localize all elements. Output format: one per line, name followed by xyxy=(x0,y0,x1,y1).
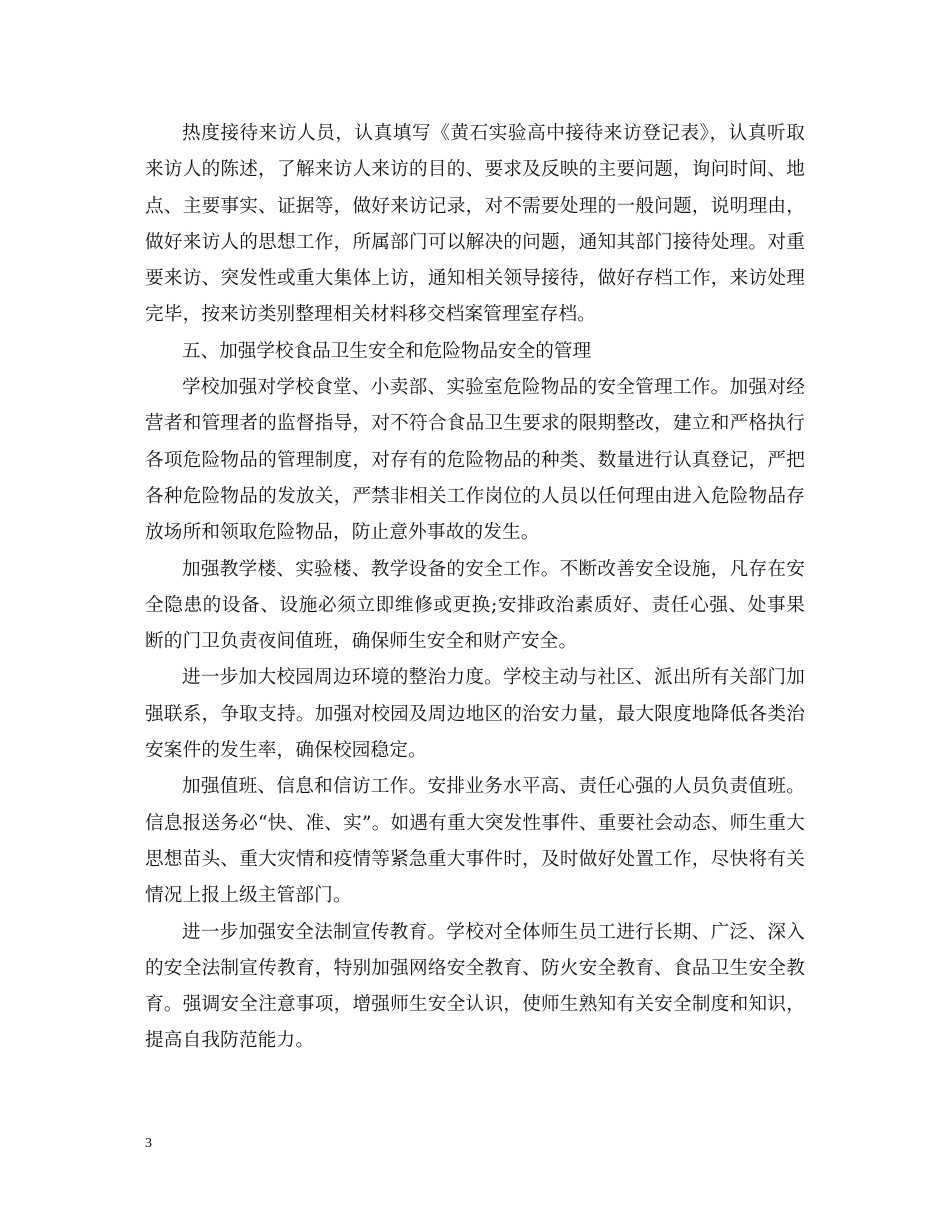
page-number: 3 xyxy=(145,1136,152,1151)
section-heading-food-safety: 五、加强学校食品卫生安全和危险物品安全的管理 xyxy=(182,340,592,362)
paragraph-safety-education: 进一步加强安全法制宣传教育。学校对全体师生员工进行长期、广泛、深入的安全法制宣传教育，特别加强网络安全教育、防火安全教育、食品卫生安全教育。强调安全注意事项，增强师生安全认识，使师生熟知有关安全制度和知识，提高自我防范能力。 xyxy=(145,921,805,1052)
document-body xyxy=(145,116,805,1060)
paragraph-duty-information: 加强值班、信息和信访工作。安排业务水平高、责任心强的人员负责值班。信息报送务必“快、准、实”。如遇有重大突发性事件、重要社会动态、师生重大思想苗头、重大灾情和疫情等紧急重大事件时，及时做好处置工作，尽快将有关情况上报上级主管部门。 xyxy=(145,776,805,907)
paragraph-building-safety: 加强教学楼、实验楼、教学设备的安全工作。不断改善安全设施，凡存在安全隐患的设备、设施必须立即维修或更换;安排政治素质好、责任心强、处事果断的门卫负责夜间值班，确保师生安全和财产安全。 xyxy=(145,558,805,653)
paragraph-hazardous-materials: 学校加强对学校食堂、小卖部、实验室危险物品的安全管理工作。加强对经营者和管理者的监督指导，对不符合食品卫生要求的限期整改，建立和严格执行各项危险物品的管理制度，对存有的危险物品的种类、数量进行认真登记，严把各种危险物品的发放关，严禁非相关工作岗位的人员以任何理由进入危险物品存放场所和领取危险物品，防止意外事故的发生。 xyxy=(145,377,805,544)
paragraph-campus-environment: 进一步加大校园周边环境的整治力度。学校主动与社区、派出所有关部门加强联系，争取支持。加强对校园及周边地区的治安力量，最大限度地降低各类治安案件的发生率，确保校园稳定。 xyxy=(145,667,805,762)
paragraph-visitor-reception: 热度接待来访人员，认真填写《黄石实验高中接待来访登记表》，认真听取来访人的陈述，了解来访人来访的目的、要求及反映的主要问题，询问时间、地点、主要事实、证据等，做好来访记录，对不需要处理的一般问题，说明理由，做好来访人的思想工作，所属部门可以解决的问题，通知其部门接待处理。对重要来访、突发性或重大集体上访，通知相关领导接待，做好存档工作，来访处理完毕，按来访类别整理相关材料移交档案管理室存档。 xyxy=(145,123,805,326)
